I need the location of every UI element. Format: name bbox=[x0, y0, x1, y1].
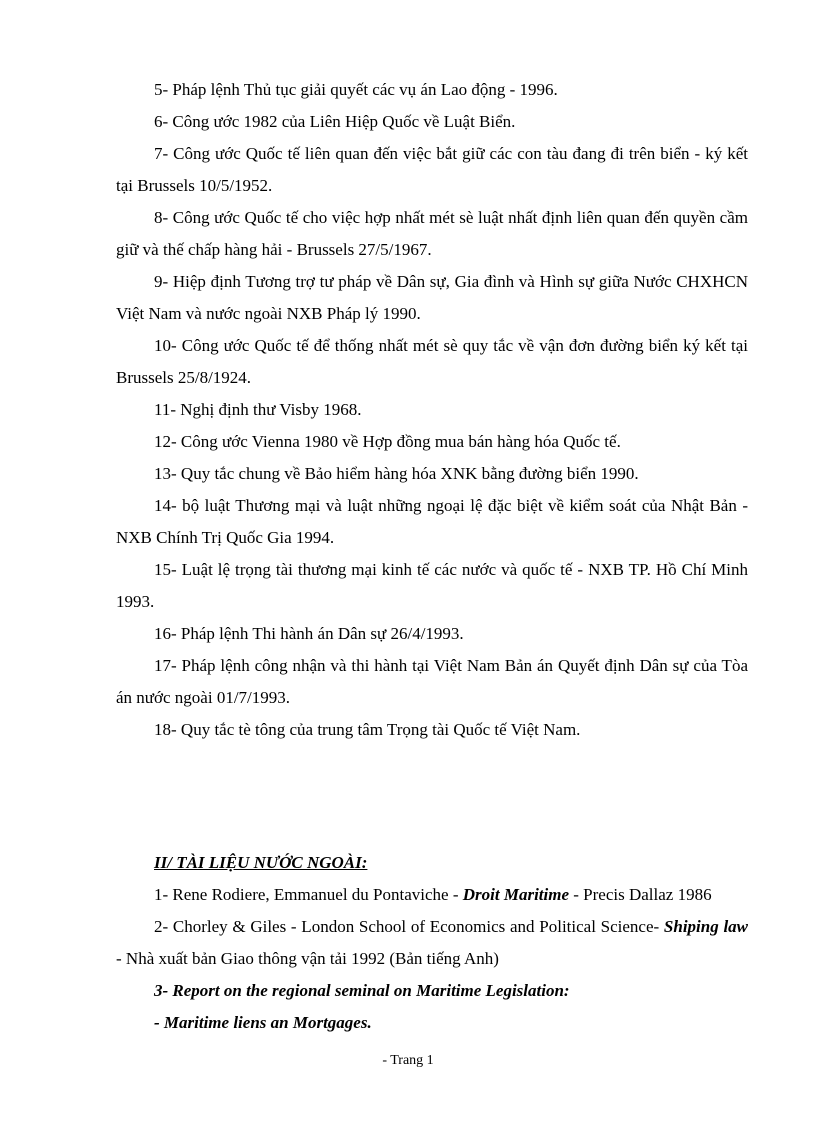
foreign-ref-2-authors: 2- Chorley & Giles - London School of Economics and Political Science- bbox=[154, 917, 664, 936]
foreign-ref-1-publisher: - Precis Dallaz 1986 bbox=[569, 885, 712, 904]
ref-item-18: 18- Quy tắc tè tông của trung tâm Trọng tài Quốc tế Việt Nam. bbox=[154, 720, 581, 739]
ref-item-8: 8- Công ước Quốc tế cho việc hợp nhất mét sè luật nhất định liên quan đến quyền cầm giữ và thế chấp hàng hải - Brussels 27/5/1967. bbox=[116, 208, 748, 259]
ref-item-14: 14- bộ luật Thương mại và luật những ngoại lệ đặc biệt về kiểm soát của Nhật Bản - NXB Chính Trị Quốc Gia 1994. bbox=[116, 496, 748, 547]
foreign-ref-2-publisher: - Nhà xuất bản Giao thông vận tải 1992 (Bản tiếng Anh) bbox=[116, 949, 499, 968]
foreign-ref-3-sub: - Maritime liens an Mortgages. bbox=[154, 1013, 372, 1032]
ref-item-13: 13- Quy tắc chung về Bảo hiểm hàng hóa XNK bằng đường biển 1990. bbox=[154, 464, 639, 483]
foreign-ref-1-authors: 1- Rene Rodiere, Emmanuel du Pontaviche - bbox=[154, 885, 463, 904]
foreign-ref-2 bbox=[116, 911, 748, 975]
ref-item-6: 6- Công ước 1982 của Liên Hiệp Quốc về Luật Biển. bbox=[154, 112, 516, 131]
foreign-ref-1-title: Droit Maritime bbox=[462, 885, 570, 904]
foreign-ref-1 bbox=[116, 879, 748, 911]
ref-item-16: 16- Pháp lệnh Thi hành án Dân sự 26/4/1993. bbox=[154, 624, 464, 643]
document-body bbox=[116, 74, 748, 1039]
foreign-ref-3: 3- Report on the regional seminal on Maritime Legislation: bbox=[154, 981, 570, 1000]
ref-item-17: 17- Pháp lệnh công nhận và thi hành tại Việt Nam Bản án Quyết định Dân sự của Tòa án nước ngoài 01/7/1993. bbox=[116, 656, 748, 707]
foreign-ref-2-title: Shiping law bbox=[663, 917, 749, 936]
ref-item-10: 10- Công ước Quốc tế để thống nhất mét sè quy tắc về vận đơn đường biển ký kết tại Brussels 25/8/1924. bbox=[116, 336, 748, 387]
ref-item-11: 11- Nghị định thư Visby 1968. bbox=[154, 400, 362, 419]
ref-item-7: 7- Công ước Quốc tế liên quan đến việc bắt giữ các con tàu đang đi trên biển - ký kết tại Brussels 10/5/1952. bbox=[116, 144, 748, 195]
ref-item-9: 9- Hiệp định Tương trợ tư pháp về Dân sự, Gia đình và Hình sự giữa Nước CHXHCN Việt Nam và nước ngoài NXB Pháp lý 1990. bbox=[116, 272, 748, 323]
ref-item-12: 12- Công ước Vienna 1980 về Hợp đồng mua bán hàng hóa Quốc tế. bbox=[154, 432, 621, 451]
section-heading-foreign: II/ TÀI LIỆU NƯỚC NGOÀI: bbox=[154, 853, 368, 872]
section-spacer bbox=[116, 746, 748, 847]
ref-item-5: 5- Pháp lệnh Thủ tục giải quyết các vụ án Lao động - 1996. bbox=[154, 80, 558, 99]
ref-item-15: 15- Luật lệ trọng tài thương mại kinh tế các nước và quốc tế - NXB TP. Hồ Chí Minh 1993. bbox=[116, 560, 748, 611]
page-number: - Trang 1 bbox=[382, 1053, 434, 1068]
